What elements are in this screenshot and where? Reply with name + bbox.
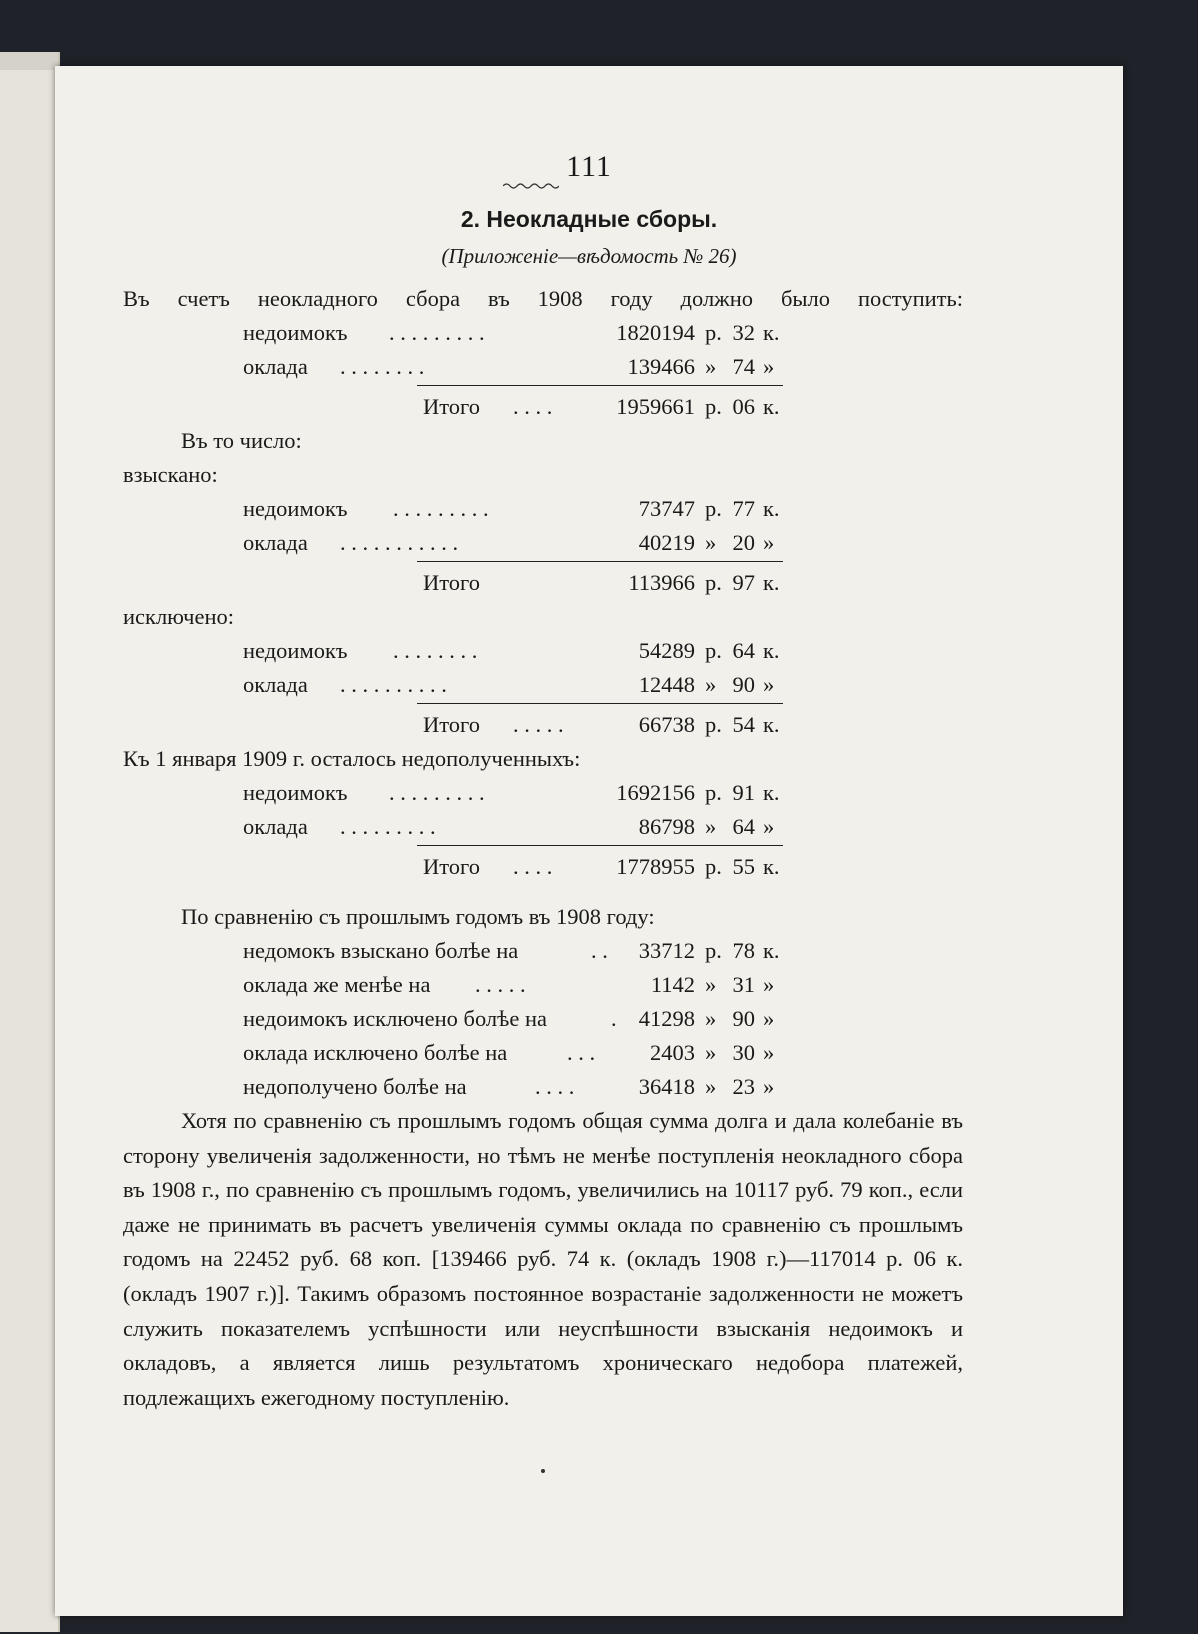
row-label: недополучено болѣе на bbox=[243, 1074, 467, 1099]
row-unit-r: » bbox=[705, 1006, 717, 1031]
row-kop: 91 bbox=[732, 780, 755, 805]
row-unit-k: » bbox=[763, 1040, 775, 1065]
row-kop: 20 bbox=[732, 530, 755, 555]
row-label: недоимокъ bbox=[243, 496, 348, 521]
row-unit-k: к. bbox=[763, 938, 780, 963]
row-unit-k: » bbox=[763, 1006, 775, 1031]
row-dots: . . . . . bbox=[475, 972, 526, 997]
row-dots: . . . . . . . . . bbox=[340, 814, 436, 839]
row-dots: . . . . . . . . . . . bbox=[340, 530, 459, 555]
comparison-intro: По сравненію съ прошлымъ годомъ въ 1908 году: bbox=[181, 904, 655, 929]
row-unit-r: » bbox=[705, 1074, 717, 1099]
total-unit-r: р. bbox=[705, 712, 722, 737]
row-kop: 30 bbox=[732, 1040, 755, 1065]
total-dots: . . . . . bbox=[513, 712, 564, 737]
total-amount: 66738 bbox=[638, 712, 695, 737]
row-label: недоимокъ исключено болѣе на bbox=[243, 1006, 547, 1031]
row-unit-r: р. bbox=[705, 638, 722, 663]
row-unit-r: » bbox=[705, 972, 717, 997]
total-unit-k: к. bbox=[763, 712, 780, 737]
sum-rule bbox=[417, 703, 783, 704]
row-label: недоимокъ bbox=[243, 780, 348, 805]
row-label: оклада bbox=[243, 530, 308, 555]
in-number-label: Въ то число: bbox=[181, 428, 302, 453]
total-dots: . . . . bbox=[513, 854, 553, 879]
total-unit-k: к. bbox=[763, 570, 780, 595]
total-dots: . . . . bbox=[513, 394, 553, 419]
total-unit-k: к. bbox=[763, 854, 780, 879]
section-subtitle: (Приложеніе—вѣдомость № 26) bbox=[441, 244, 737, 268]
book-page bbox=[55, 66, 1123, 1616]
sum-rule bbox=[417, 561, 783, 562]
total-unit-r: р. bbox=[705, 570, 722, 595]
row-dots: . . . . . . . . . bbox=[393, 496, 489, 521]
sum-rule bbox=[417, 845, 783, 846]
row-amount: 41298 bbox=[638, 1006, 695, 1031]
total-label: Итого bbox=[423, 570, 480, 595]
collected-label: взыскано: bbox=[123, 462, 218, 487]
row-unit-k: к. bbox=[763, 638, 780, 663]
total-unit-k: к. bbox=[763, 394, 780, 419]
row-dots: . . . . . . . . bbox=[393, 638, 478, 663]
body-paragraph: Хотя по сравненію съ прошлымъ годомъ общая сумма долга и дала колебаніе въ сторону увеличенія задолженности, но тѣмъ не менѣе поступленія неокладного сбора въ 1908 г., по сравненію съ прошлымъ годомъ, увеличились на 10117 руб. 79 коп., если даже не принимать въ расчетъ увеличенія суммы оклада по сравненію съ прошлымъ годомъ на 22452 руб. 68 коп. [139466 руб. 74 к. (окладъ 1908 г.)—117014 р. 06 к. (окладъ 1907 г.)]. Такимъ образомъ постоянное возрастаніе задолженности не можетъ служить показателемъ успѣшности или неуспѣшности взысканія недоимокъ и окладовъ, а является лишь результатомъ хроническаго недобора платежей, подлежащихъ ежегодному поступленію. bbox=[123, 1108, 963, 1410]
row-unit-k: » bbox=[763, 672, 775, 697]
ornament-squiggle bbox=[503, 182, 559, 190]
row-unit-k: » bbox=[763, 354, 775, 379]
row-kop: 64 bbox=[732, 638, 755, 663]
total-unit-r: р. bbox=[705, 394, 722, 419]
row-kop: 90 bbox=[732, 672, 755, 697]
row-dots: . . bbox=[591, 938, 608, 963]
row-dots: . . . . . . . . . bbox=[389, 320, 485, 345]
row-unit-r: р. bbox=[705, 938, 722, 963]
total-kop: 97 bbox=[732, 570, 755, 595]
row-unit-r: » bbox=[705, 814, 717, 839]
row-kop: 31 bbox=[732, 972, 755, 997]
row-unit-k: » bbox=[763, 814, 775, 839]
row-dots: . . . . . . . . . . bbox=[340, 672, 447, 697]
row-amount: 36418 bbox=[638, 1074, 695, 1099]
ink-speck bbox=[541, 1469, 545, 1473]
page-number: 111 bbox=[566, 150, 612, 183]
total-label: Итого bbox=[423, 712, 480, 737]
row-amount: 33712 bbox=[638, 938, 695, 963]
row-kop: 77 bbox=[732, 496, 755, 521]
row-label: недомокъ взыскано болѣе на bbox=[243, 938, 519, 963]
row-dots: . . . . bbox=[535, 1074, 575, 1099]
total-label: Итого bbox=[423, 394, 480, 419]
row-kop: 90 bbox=[732, 1006, 755, 1031]
row-unit-r: р. bbox=[705, 780, 722, 805]
total-amount: 1778955 bbox=[616, 854, 695, 879]
row-amount: 1692156 bbox=[616, 780, 695, 805]
row-unit-r: » bbox=[705, 354, 717, 379]
total-amount: 113966 bbox=[628, 570, 695, 595]
row-amount: 40219 bbox=[638, 530, 695, 555]
row-amount: 2403 bbox=[650, 1040, 695, 1065]
row-dots: . . . bbox=[567, 1040, 596, 1065]
remaining-intro: Къ 1 января 1909 г. осталось недополученныхъ: bbox=[123, 746, 581, 771]
row-unit-r: р. bbox=[705, 320, 722, 345]
excluded-label: исключено: bbox=[123, 604, 234, 629]
row-dots: . . . . . . . . . bbox=[389, 780, 485, 805]
row-label: оклада исключено болѣе на bbox=[243, 1040, 508, 1065]
row-kop: 78 bbox=[732, 938, 755, 963]
sum-rule bbox=[417, 385, 783, 386]
row-kop: 64 bbox=[732, 814, 755, 839]
row-dots: . . . . . . . . bbox=[340, 354, 425, 379]
row-label: оклада bbox=[243, 672, 308, 697]
row-label: недоимокъ bbox=[243, 320, 348, 345]
row-unit-k: к. bbox=[763, 320, 780, 345]
row-unit-r: р. bbox=[705, 496, 722, 521]
total-kop: 54 bbox=[732, 712, 755, 737]
row-unit-k: » bbox=[763, 530, 775, 555]
section-title: 2. Неокладные сборы. bbox=[460, 206, 718, 232]
row-amount: 54289 bbox=[638, 638, 695, 663]
row-kop: 74 bbox=[732, 354, 755, 379]
total-kop: 06 bbox=[732, 394, 755, 419]
row-amount: 86798 bbox=[638, 814, 695, 839]
row-unit-k: » bbox=[763, 972, 775, 997]
row-label: оклада bbox=[243, 354, 308, 379]
row-amount: 1142 bbox=[650, 972, 695, 997]
total-amount: 1959661 bbox=[616, 394, 695, 419]
total-kop: 55 bbox=[732, 854, 755, 879]
row-amount: 73747 bbox=[638, 496, 695, 521]
intro-line: Въ счетъ неокладного сбора въ 1908 году должно было поступить: bbox=[123, 286, 963, 311]
row-kop: 32 bbox=[732, 320, 755, 345]
row-amount: 1820194 bbox=[616, 320, 695, 345]
row-unit-k: » bbox=[763, 1074, 775, 1099]
row-label: оклада же менѣе на bbox=[243, 972, 431, 997]
row-unit-k: к. bbox=[763, 780, 780, 805]
previous-page-edge bbox=[0, 52, 60, 1632]
row-unit-k: к. bbox=[763, 496, 780, 521]
row-unit-r: » bbox=[705, 1040, 717, 1065]
row-label: оклада bbox=[243, 814, 308, 839]
row-label: недоимокъ bbox=[243, 638, 348, 663]
row-amount: 139466 bbox=[627, 354, 695, 379]
row-kop: 23 bbox=[732, 1074, 755, 1099]
row-amount: 12448 bbox=[638, 672, 695, 697]
row-unit-r: » bbox=[705, 530, 717, 555]
row-unit-r: » bbox=[705, 672, 717, 697]
row-dots: . bbox=[611, 1006, 617, 1031]
total-unit-r: р. bbox=[705, 854, 722, 879]
total-label: Итого bbox=[423, 854, 480, 879]
